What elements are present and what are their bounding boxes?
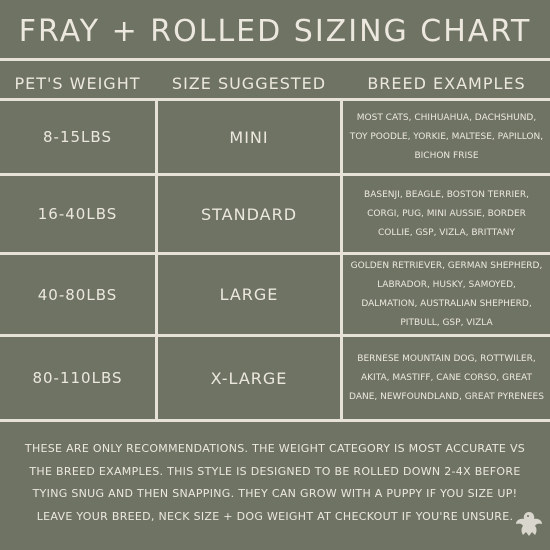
row-1-breeds: MOST CATS, CHIHUAHUA, DACHSHUND, TOY POODLE, YORKIE, MALTESE, PAPILLON, BICHON FRISE <box>349 112 544 161</box>
row-3-weight: 40-80LBS <box>37 285 118 304</box>
row-3-size: LARGE <box>219 285 279 304</box>
row-1-weight: 8-15LBS <box>43 128 112 146</box>
sizing-note: THESE ARE ONLY RECOMMENDATIONS. THE WEIGHT CATEGORY IS MOST ACCURATE VS THE BREED EXAMPLES. THIS STYLE IS DESIGNED TO BE ROLLED DOWN 2-4X BEFORE TYING SNUG AND THEN SNAPPING. THEY CAN GROW WITH A PUPPY IF YOU SIZE UP! LEAVE YOUR BREED, NECK SIZE + DOG WEIGHT AT CHECKOUT IF YOU'RE UNSURE. <box>24 442 526 523</box>
header-size: SIZE SUGGESTED <box>171 74 327 93</box>
bird-logo-icon <box>513 508 545 540</box>
rule-top <box>0 58 550 61</box>
rule-bottom <box>0 419 550 422</box>
row-2-weight: 16-40LBS <box>37 205 118 223</box>
row-2-size: STANDARD <box>200 204 298 224</box>
row-4-breeds: BERNESE MOUNTAIN DOG, ROTTWILER, AKITA, MASTIFF, CANE CORSO, GREAT DANE, NEWFOUNDLAND, GREAT PYRENEES <box>349 353 544 402</box>
row-2-breeds: BASENJI, BEAGLE, BOSTON TERRIER, CORGI, PUG, MINI AUSSIE, BORDER COLLIE, GSP, VIZLA, BRITTANY <box>364 189 529 238</box>
header-breeds: BREED EXAMPLES <box>367 74 526 93</box>
row-4-weight: 80-110LBS <box>32 369 123 387</box>
row-4-size: X-LARGE <box>210 368 288 388</box>
row-1-size: MINI <box>229 127 269 147</box>
chart-title: FRAY + ROLLED SIZING CHART <box>18 14 532 49</box>
row-3-breeds: GOLDEN RETRIEVER, GERMAN SHEPHERD, LABRADOR, HUSKY, SAMOYED, DALMATION, AUSTRALIAN SHEPHERD, PITBULL, GSP, VIZLA <box>350 260 543 328</box>
header-weight: PET'S WEIGHT <box>14 74 141 93</box>
